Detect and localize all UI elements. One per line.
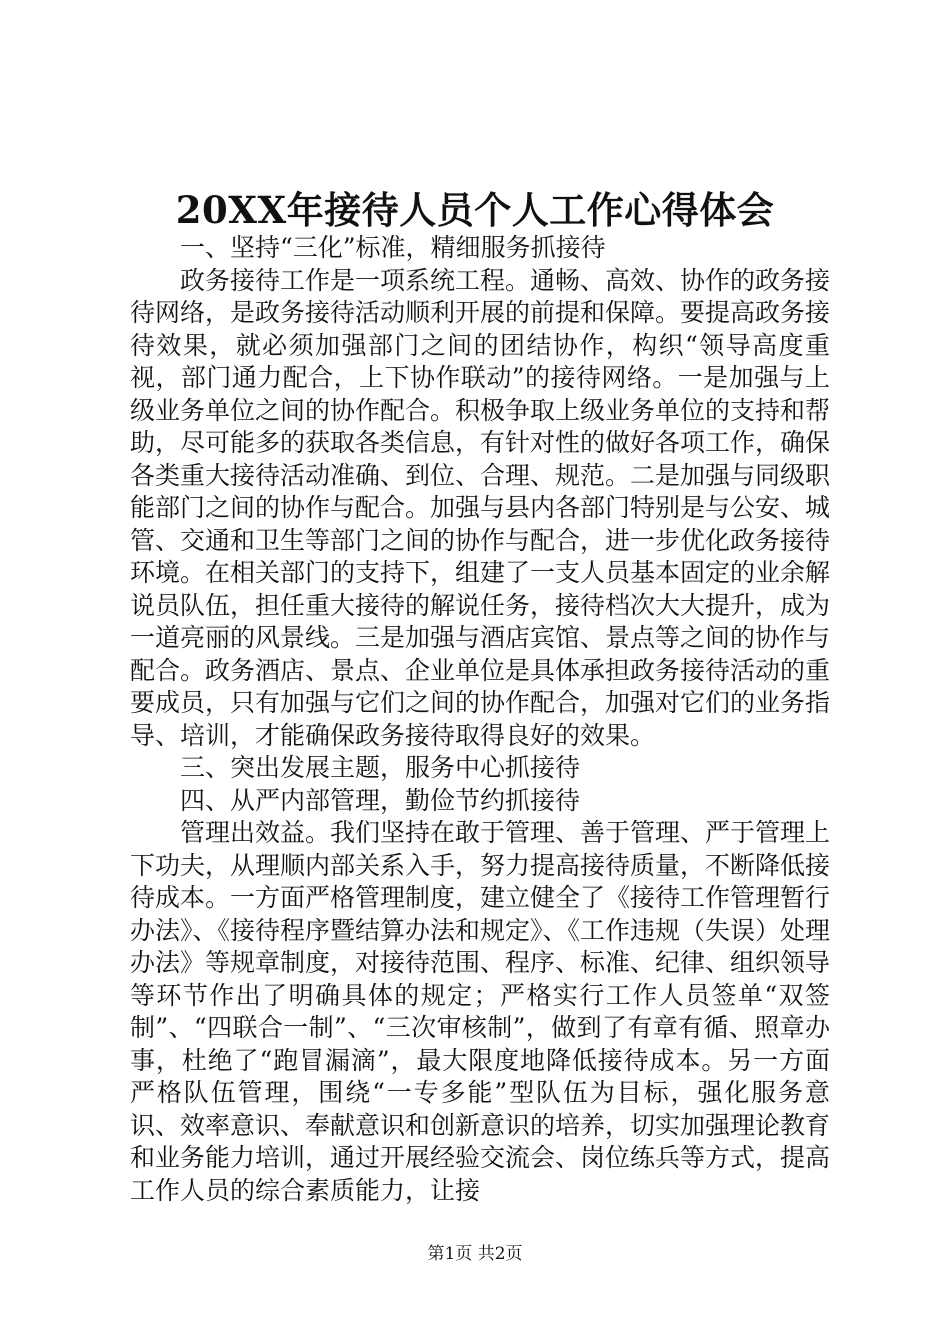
page-footer: 第1页 共2页 <box>427 1244 523 1264</box>
section-heading-3: 三、突出发展主题，服务中心抓接待 <box>180 753 581 782</box>
section-heading-4: 四、从严内部管理，勤俭节约抓接待 <box>180 785 581 815</box>
body-paragraph-1: 政务接待工作是一项系统工程。通畅、高效、协作的政务接待网络，是政务接待活动顺利开展的前提和保障。要提高政务接待效果，就必须加强部门之间的团结协作，构织“领导高度重视，部门通力配合，上下协作联动”的接待网络。一是加强与上级业务单位之间的协作配合。积极争取上级业务单位的支持和帮助，尽可能多的获取各类信息，有针对性的做好各项工作，确保各类重大接待活动准确、到位、合理、规范。二是加强与同级职能部门之间的协作与配合。加强与县内各部门特别是与公安、城管、交通和卫生等部门之间的协作与配合，进一步优化政务接待环境。在相关部门的支持下，组建了一支人员基本固定的业余解说员队伍，担任重大接待的解说任务，接待档次大大提升，成为一道亮丽的风景线。三是加强与酒店宾馆、景点等之间的协作与配合。政务酒店、景点、企业单位是具体承担政务接待活动的重要成员，只有加强与它们之间的协作配合，加强对它们的业务指导、培训，才能确保政务接待取得良好的效果。 <box>130 265 831 750</box>
document-title: 20XX年接待人员个人工作心得体会 <box>175 188 775 232</box>
body-paragraph-2: 管理出效益。我们坚持在敢于管理、善于管理、严于管理上下功夫，从理顺内部关系入手，努力提高接待质量，不断降低接待成本。一方面严格管理制度，建立健全了《接待工作管理暂行办法》、《接待程序暨结算办法和规定》、《工作违规（失误）处理办法》等规章制度，对接待范围、程序、标准、纪律、组织领导等环节作出了明确具体的规定；严格实行工作人员签单“双签制”、“四联合一制”、“三次审核制”，做到了有章有循、照章办事，杜绝了“跑冒漏滴”，最大限度地降低接待成本。另一方面严格队伍管理，围绕“一专多能”型队伍为目标，强化服务意识、效率意识、奉献意识和创新意识的培养，切实加强理论教育和业务能力培训，通过开展经验交流会、岗位练兵等方式，提高工作人员的综合素质能力，让接 <box>130 818 831 1205</box>
document-body <box>130 232 830 1207</box>
section-heading-1: 一、坚持“三化”标准，精细服务抓接待 <box>180 233 606 262</box>
